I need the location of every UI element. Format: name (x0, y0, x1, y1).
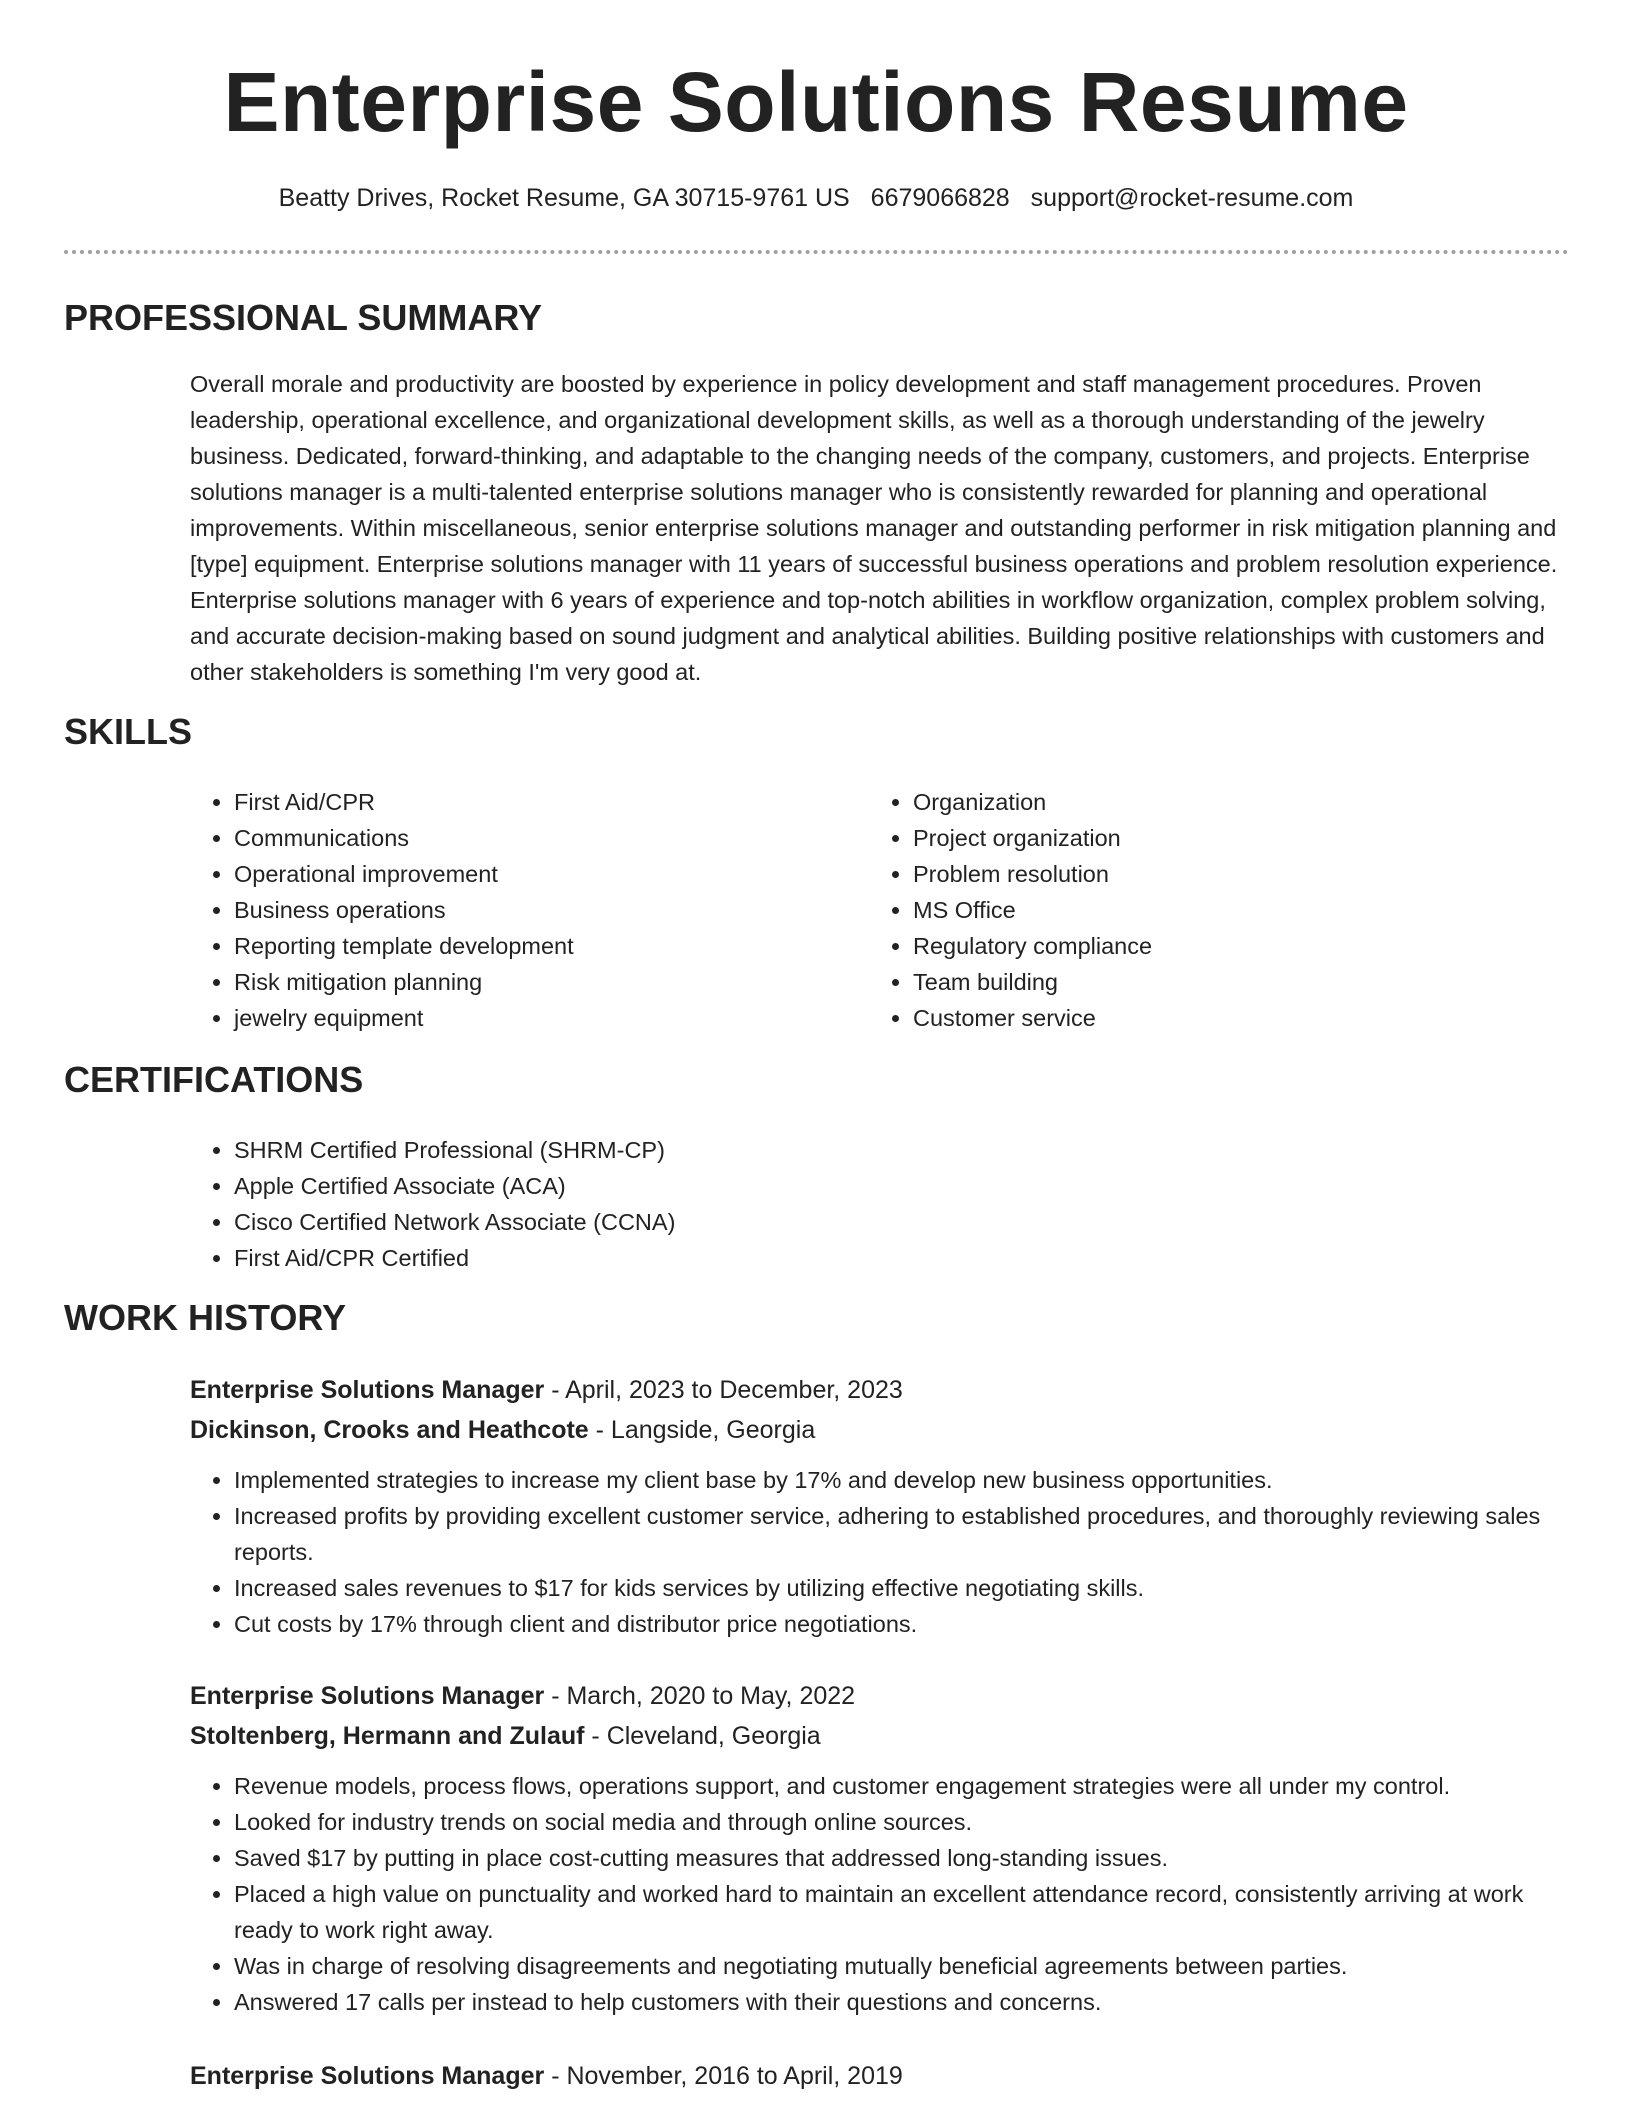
job-role: Enterprise Solutions Manager (190, 1682, 545, 1710)
skill-item: • Project organization (913, 820, 1469, 856)
job-entry (190, 1676, 1570, 2020)
job-bullet: • Looked for industry trends on social media and through online sources. (234, 1804, 1570, 1840)
summary-text: Overall morale and productivity are boosted by experience in policy development and staff management procedures. Proven leadership, operational excellence, and organizational development skills, as well as a thorough understanding of the jewelry business. Dedicated, forward-thinking, and adaptable to the changing needs of the company, customers, and projects. Enterprise solutions manager is a multi-talented enterprise solutions manager who is consistently rewarded for planning and operational improvements. Within miscellaneous, senior enterprise solutions manager and outstanding performer in risk mitigation planning and [type] equipment. Enterprise solutions manager with 11 years of successful business operations and problem resolution experience. Enterprise solutions manager with 6 years of experience and top-notch abilities in workflow organization, complex problem solving, and accurate decision-making based on sound judgment and analytical abilities. Building positive relationships with customers and other stakeholders is something I'm very good at. (190, 371, 1558, 685)
job-bullets (190, 1462, 1570, 1642)
certification-item: • Cisco Certified Network Associate (CCNA) (234, 1204, 990, 1240)
skill-item: • Regulatory compliance (913, 928, 1469, 964)
email-text: support@rocket-resume.com (1030, 184, 1354, 212)
skill-item: • Team building (913, 964, 1469, 1000)
certifications-list (190, 1132, 990, 1276)
job-entry (190, 2056, 1570, 2096)
skill-item: • jewelry equipment (234, 1000, 790, 1036)
skill-item: • Organization (913, 784, 1469, 820)
skill-item: • Reporting template development (234, 928, 790, 964)
job-bullet: • Was in charge of resolving disagreements and negotiating mutually beneficial agreements between parties. (234, 1948, 1570, 1984)
job-role-line (190, 2056, 1570, 2096)
job-bullet: • Implemented strategies to increase my client base by 17% and develop new business opportunities. (234, 1462, 1570, 1498)
skill-item: • Communications (234, 820, 790, 856)
job-location: - Langside, Georgia (588, 1416, 816, 1444)
job-dates: - March, 2020 to May, 2022 (544, 1682, 856, 1710)
job-role-line (190, 1676, 1570, 1716)
job-bullets (190, 1768, 1570, 2020)
skill-item: • Operational improvement (234, 856, 790, 892)
job-entry (190, 1370, 1570, 1642)
header-divider (64, 250, 1569, 254)
job-bullet: • Increased sales revenues to $17 for kids services by utilizing effective negotiating skills. (234, 1570, 1570, 1606)
skill-item: • First Aid/CPR (234, 784, 790, 820)
skill-item: • Customer service (913, 1000, 1469, 1036)
job-role-line (190, 1370, 1570, 1410)
address-text: Beatty Drives, Rocket Resume, GA 30715-9761 US (278, 184, 850, 212)
skills-list-right (869, 784, 1469, 1036)
job-location: - Cleveland, Georgia (584, 1722, 821, 1750)
skill-item: • MS Office (913, 892, 1469, 928)
section-title-work-history: WORK HISTORY (64, 1297, 347, 1338)
certification-item: • Apple Certified Associate (ACA) (234, 1168, 990, 1204)
job-bullet: • Placed a high value on punctuality and worked hard to maintain an excellent attendance record, consistently arriving at work ready to work right away. (234, 1876, 1570, 1948)
contact-line (0, 180, 1632, 216)
job-bullet: • Cut costs by 17% through client and distributor price negotiations. (234, 1606, 1570, 1642)
job-dates: - April, 2023 to December, 2023 (544, 1376, 903, 1404)
job-role: Enterprise Solutions Manager (190, 2062, 545, 2090)
skill-item: • Risk mitigation planning (234, 964, 790, 1000)
skill-item: • Problem resolution (913, 856, 1469, 892)
certification-item: • First Aid/CPR Certified (234, 1240, 990, 1276)
job-bullet: • Saved $17 by putting in place cost-cutting measures that addressed long-standing issues. (234, 1840, 1570, 1876)
section-title-skills: SKILLS (64, 711, 193, 752)
section-title-summary: PROFESSIONAL SUMMARY (64, 297, 543, 338)
job-company-line (190, 1410, 1570, 1450)
job-role: Enterprise Solutions Manager (190, 1376, 545, 1404)
job-company-line (190, 1716, 1570, 1756)
job-company: Stoltenberg, Hermann and Zulauf (190, 1722, 585, 1750)
certification-item: • SHRM Certified Professional (SHRM-CP) (234, 1132, 990, 1168)
skills-list-left (190, 784, 790, 1036)
job-bullet: • Revenue models, process flows, operations support, and customer engagement strategies were all under my control. (234, 1768, 1570, 1804)
job-company: Dickinson, Crooks and Heathcote (190, 1416, 589, 1444)
job-bullet: • Answered 17 calls per instead to help customers with their questions and concerns. (234, 1984, 1570, 2020)
phone-text: 6679066828 (870, 184, 1010, 212)
section-title-certifications: CERTIFICATIONS (64, 1059, 364, 1100)
job-bullet: • Increased profits by providing excellent customer service, adhering to established procedures, and thoroughly reviewing sales reports. (234, 1498, 1570, 1570)
resume-title: Enterprise Solutions Resume (223, 55, 1409, 149)
job-dates: - November, 2016 to April, 2019 (544, 2062, 903, 2090)
skill-item: • Business operations (234, 892, 790, 928)
